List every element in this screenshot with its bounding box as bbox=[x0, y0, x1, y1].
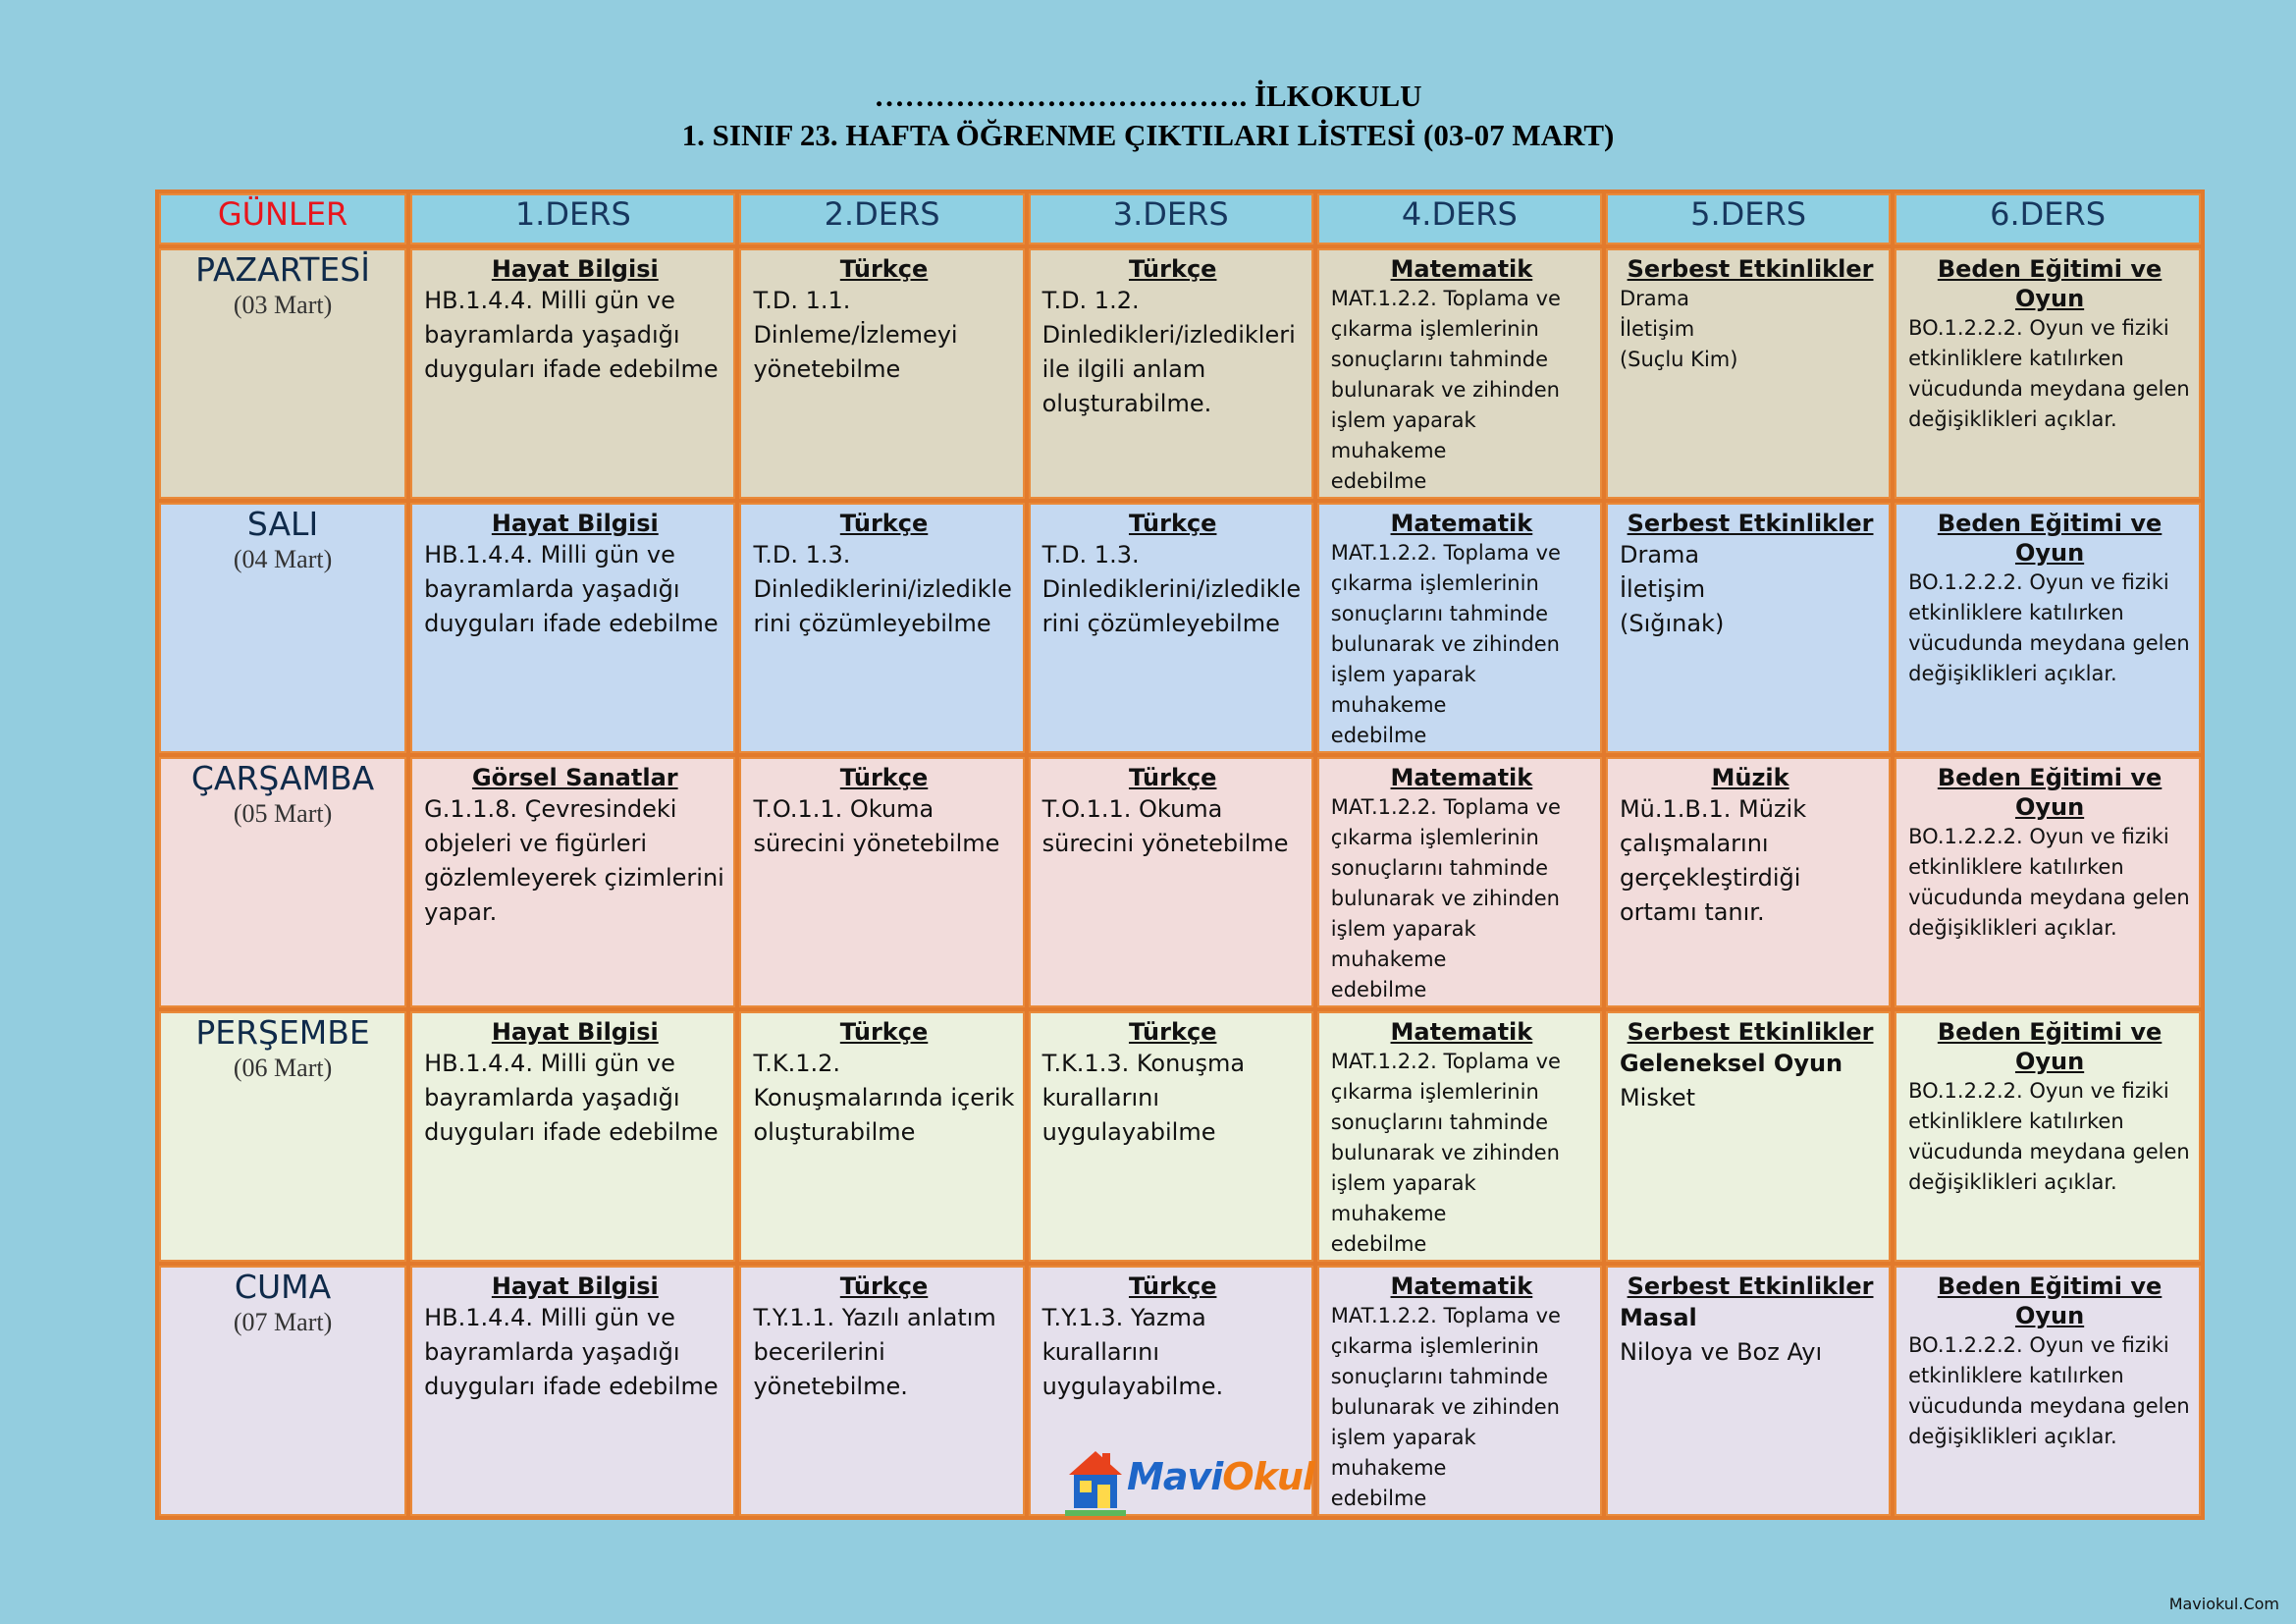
lesson-cell bbox=[410, 1266, 735, 1516]
lesson-outcome: HB.1.4.4. Milli gün ve bayramlarda yaşadığı duyguları ifade edebilme bbox=[424, 287, 719, 383]
lesson-cell bbox=[739, 1266, 1024, 1516]
lesson-outcome: MAT.1.2.2. Toplama ve çıkarma işlemlerinin sonuçlarını tahminde bulunarak ve zihinden işlem yaparak muhakeme edebilme bbox=[1330, 287, 1561, 493]
column-header: 1.DERS bbox=[410, 193, 735, 244]
lesson-cell bbox=[1606, 503, 1891, 753]
day-cell bbox=[159, 1011, 406, 1262]
day-name: PAZARTESİ bbox=[195, 250, 370, 289]
lesson-subject: Serbest Etkinlikler bbox=[1627, 1272, 1874, 1300]
day-cell bbox=[159, 503, 406, 753]
schedule-heading: 1. SINIF 23. HAFTA ÖĞRENME ÇIKTILARI LİSTESİ (03-07 MART) bbox=[681, 118, 1615, 152]
site-url: Maviokul.Com bbox=[2168, 1595, 2279, 1613]
lesson-outcome: BO.1.2.2.2. Oyun ve fiziki etkinliklere katılırken vücudunda meydana gelen değişiklikleri açıklar. bbox=[1908, 825, 2190, 940]
house-icon bbox=[1065, 1445, 1126, 1520]
lesson-outcome: MAT.1.2.2. Toplama ve çıkarma işlemlerinin sonuçlarını tahminde bulunarak ve zihinden işlem yaparak muhakeme edebilme bbox=[1330, 541, 1561, 747]
lesson-outcome: T.D. 1.3. Dinlediklerini/izledikle rini çözümleyebilme bbox=[1041, 541, 1302, 637]
lesson-subject: Türkçe bbox=[839, 510, 929, 537]
lesson-cell bbox=[410, 757, 735, 1007]
lesson-outcome: BO.1.2.2.2. Oyun ve fiziki etkinliklere katılırken vücudunda meydana gelen değişiklikleri açıklar. bbox=[1908, 1333, 2190, 1448]
lesson-cell bbox=[1317, 503, 1602, 753]
day-date: (05 Mart) bbox=[233, 799, 333, 828]
lesson-outcome: T.D. 1.3. Dinlediklerini/izledikle rini çözümleyebilme bbox=[753, 541, 1012, 637]
lesson-outcome: Mü.1.B.1. Müzik çalışmalarını gerçekleştirdiği ortamı tanır. bbox=[1619, 795, 1807, 926]
lesson-subject: Serbest Etkinlikler bbox=[1627, 255, 1874, 283]
lesson-cell bbox=[1317, 1011, 1602, 1262]
lesson-subject: Türkçe bbox=[839, 1272, 929, 1300]
lesson-outcome: T.O.1.1. Okuma sürecini yönetebilme bbox=[1041, 795, 1289, 857]
day-cell bbox=[159, 757, 406, 1007]
column-header: 4.DERS bbox=[1317, 193, 1602, 244]
day-date: (07 Mart) bbox=[233, 1308, 333, 1336]
school-name: ………………………………. İLKOKULU bbox=[874, 79, 1422, 113]
lesson-subject: Müzik bbox=[1711, 764, 1789, 791]
day-date: (04 Mart) bbox=[233, 545, 333, 573]
day-name: PERŞEMBE bbox=[195, 1013, 370, 1052]
lesson-subject: Matematik bbox=[1390, 255, 1533, 283]
lesson-cell bbox=[1029, 503, 1313, 753]
lesson-subject: Türkçe bbox=[1128, 510, 1217, 537]
lesson-subject: Serbest Etkinlikler bbox=[1627, 1018, 1874, 1046]
lesson-cell bbox=[1895, 503, 2201, 753]
column-header: 5.DERS bbox=[1606, 193, 1891, 244]
lesson-subject: Görsel Sanatlar bbox=[471, 764, 678, 791]
day-date: (03 Mart) bbox=[233, 291, 333, 319]
lesson-outcome: HB.1.4.4. Milli gün ve bayramlarda yaşadığı duyguları ifade edebilme bbox=[424, 541, 719, 637]
lesson-outcome: T.O.1.1. Okuma sürecini yönetebilme bbox=[753, 795, 1000, 857]
lesson-outcome: MAT.1.2.2. Toplama ve çıkarma işlemlerinin sonuçlarını tahminde bulunarak ve zihinden işlem yaparak muhakeme edebilme bbox=[1330, 1050, 1561, 1256]
lesson-cell bbox=[739, 1011, 1024, 1262]
lesson-subject: Türkçe bbox=[839, 255, 929, 283]
lesson-subject: Matematik bbox=[1390, 510, 1533, 537]
day-date: (06 Mart) bbox=[233, 1054, 333, 1082]
lesson-cell bbox=[410, 503, 735, 753]
lesson-outcome: MAT.1.2.2. Toplama ve çıkarma işlemlerinin sonuçlarını tahminde bulunarak ve zihinden işlem yaparak muhakeme edebilme bbox=[1330, 1304, 1561, 1510]
lesson-outcome: BO.1.2.2.2. Oyun ve fiziki etkinliklere katılırken vücudunda meydana gelen değişiklikleri açıklar. bbox=[1908, 1079, 2190, 1194]
lesson-outcome: MAT.1.2.2. Toplama ve çıkarma işlemlerinin sonuçlarını tahminde bulunarak ve zihinden işlem yaparak muhakeme edebilme bbox=[1330, 795, 1561, 1001]
column-header: 6.DERS bbox=[1895, 193, 2201, 244]
lesson-outcome: HB.1.4.4. Milli gün ve bayramlarda yaşadığı duyguları ifade edebilme bbox=[424, 1304, 719, 1400]
lesson-cell bbox=[1029, 757, 1313, 1007]
maviokul-logo bbox=[1065, 1445, 1314, 1520]
lesson-cell bbox=[1895, 248, 2201, 499]
table-row bbox=[159, 503, 2201, 753]
lesson-subject: Beden Eğitimi ve Oyun bbox=[1937, 1272, 2163, 1329]
lesson-cell bbox=[1317, 248, 1602, 499]
lesson-outcome: BO.1.2.2.2. Oyun ve fiziki etkinliklere katılırken vücudunda meydana gelen değişiklikleri açıklar. bbox=[1908, 316, 2190, 431]
lesson-subject: Beden Eğitimi ve Oyun bbox=[1937, 255, 2163, 312]
lesson-outcome: T.D. 1.1. Dinleme/İzlemeyi yönetebilme bbox=[753, 287, 958, 383]
lesson-cell bbox=[739, 757, 1024, 1007]
lesson-outcome: T.Y.1.3. Yazma kurallarını uygulayabilme. bbox=[1041, 1304, 1224, 1400]
table-row bbox=[159, 1011, 2201, 1262]
lesson-cell bbox=[1606, 1266, 1891, 1516]
lesson-outcome: T.K.1.3. Konuşma kurallarını uygulayabilme bbox=[1041, 1050, 1246, 1146]
logo-wordmark: MaviOkul bbox=[1127, 1455, 1314, 1498]
lesson-cell bbox=[1317, 757, 1602, 1007]
lesson-subject: Türkçe bbox=[839, 1018, 929, 1046]
lesson-subject: Matematik bbox=[1390, 1272, 1533, 1300]
lesson-cell bbox=[1895, 1011, 2201, 1262]
lesson-subject: Hayat Bilgisi bbox=[491, 255, 659, 283]
lesson-cell bbox=[1606, 757, 1891, 1007]
table-row bbox=[159, 757, 2201, 1007]
lesson-outcome: Drama İletişim (Suçlu Kim) bbox=[1619, 287, 1738, 371]
lesson-outcome: T.D. 1.2. Dinledikleri/izledikleri ile ilgili anlam oluşturabilme. bbox=[1041, 287, 1296, 417]
lesson-subject: Hayat Bilgisi bbox=[491, 510, 659, 537]
day-cell bbox=[159, 248, 406, 499]
lesson-cell bbox=[739, 248, 1024, 499]
lesson-subject: Matematik bbox=[1390, 1018, 1533, 1046]
day-name: CUMA bbox=[234, 1268, 332, 1306]
lesson-cell bbox=[1895, 1266, 2201, 1516]
lesson-subject: Beden Eğitimi ve Oyun bbox=[1937, 510, 2163, 567]
header-row bbox=[159, 193, 2201, 244]
lesson-activity: Geleneksel Oyun bbox=[1619, 1050, 1843, 1077]
table-row bbox=[159, 248, 2201, 499]
lesson-cell bbox=[410, 248, 735, 499]
lesson-outcome: G.1.1.8. Çevresindeki objeleri ve figürleri gözlemleyerek çizimlerini yapar. bbox=[424, 795, 724, 926]
lesson-outcome: T.Y.1.1. Yazılı anlatım becerilerini yönetebilme. bbox=[753, 1304, 996, 1400]
lesson-cell bbox=[1606, 248, 1891, 499]
lesson-subject: Türkçe bbox=[1128, 1018, 1217, 1046]
document-title bbox=[0, 77, 2296, 155]
lesson-subject: Beden Eğitimi ve Oyun bbox=[1937, 1018, 2163, 1075]
lesson-outcome: BO.1.2.2.2. Oyun ve fiziki etkinliklere katılırken vücudunda meydana gelen değişiklikleri açıklar. bbox=[1908, 570, 2190, 685]
lesson-subject: Beden Eğitimi ve Oyun bbox=[1937, 764, 2163, 821]
lesson-subject: Türkçe bbox=[1128, 764, 1217, 791]
day-name: ÇARŞAMBA bbox=[190, 759, 375, 797]
lesson-subject: Hayat Bilgisi bbox=[491, 1018, 659, 1046]
lesson-outcome: Drama İletişim (Sığınak) bbox=[1619, 541, 1725, 637]
lesson-subject: Türkçe bbox=[1128, 1272, 1217, 1300]
schedule-table bbox=[155, 189, 2205, 1520]
lesson-subject: Hayat Bilgisi bbox=[491, 1272, 659, 1300]
lesson-outcome: HB.1.4.4. Milli gün ve bayramlarda yaşadığı duyguları ifade edebilme bbox=[424, 1050, 719, 1146]
lesson-cell bbox=[1029, 1011, 1313, 1262]
day-name: SALI bbox=[246, 505, 319, 543]
lesson-subject: Serbest Etkinlikler bbox=[1627, 510, 1874, 537]
day-cell bbox=[159, 1266, 406, 1516]
lesson-outcome: Misket bbox=[1619, 1084, 1696, 1111]
column-header: GÜNLER bbox=[159, 193, 406, 244]
lesson-subject: Türkçe bbox=[1128, 255, 1217, 283]
lesson-cell bbox=[1606, 1011, 1891, 1262]
lesson-subject: Matematik bbox=[1390, 764, 1533, 791]
lesson-cell bbox=[1029, 248, 1313, 499]
lesson-subject: Türkçe bbox=[839, 764, 929, 791]
lesson-outcome: Niloya ve Boz Ayı bbox=[1619, 1338, 1823, 1366]
lesson-cell bbox=[1317, 1266, 1602, 1516]
lesson-outcome: T.K.1.2. Konuşmalarında içerik oluşturabilme bbox=[753, 1050, 1015, 1146]
lesson-cell bbox=[1895, 757, 2201, 1007]
column-header: 3.DERS bbox=[1029, 193, 1313, 244]
lesson-activity: Masal bbox=[1619, 1304, 1697, 1331]
lesson-cell bbox=[410, 1011, 735, 1262]
lesson-cell bbox=[739, 503, 1024, 753]
column-header: 2.DERS bbox=[739, 193, 1024, 244]
